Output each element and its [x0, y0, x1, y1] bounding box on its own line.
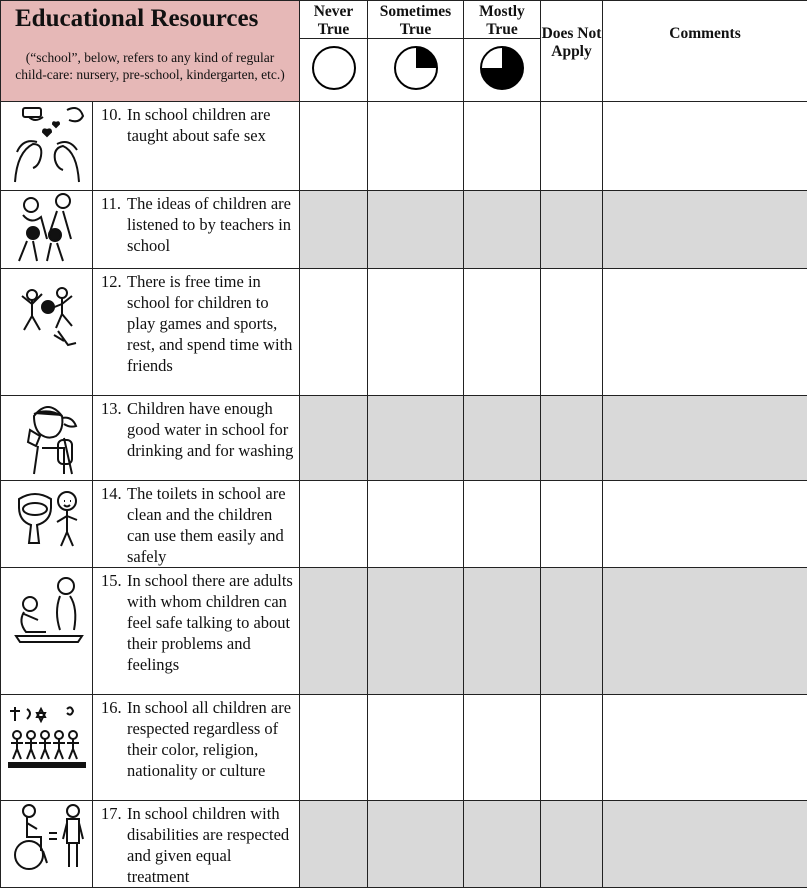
never-true-cell[interactable] [300, 191, 368, 269]
wheelchair-equal-icon [7, 801, 87, 873]
item-number: 17. [101, 803, 127, 887]
mostly-true-label: Mostly True [464, 1, 540, 39]
comments-cell[interactable] [603, 568, 807, 695]
girl-drinking-icon [12, 396, 82, 476]
section-title: Educational Resources [15, 5, 258, 33]
item-number: 13. [101, 398, 127, 461]
item-picture [1, 396, 93, 481]
never-true-cell[interactable] [300, 695, 368, 801]
mostly-true-cell[interactable] [464, 695, 541, 801]
item-text [93, 801, 300, 888]
comments-cell[interactable] [603, 102, 807, 191]
item-statement: In school children with disabilities are respected and given equal treatment [127, 803, 295, 887]
section-header [1, 1, 300, 102]
item-text [93, 695, 300, 801]
does-not-apply-cell[interactable] [541, 568, 603, 695]
playing-children-icon [12, 283, 82, 353]
does-not-apply-cell[interactable] [541, 695, 603, 801]
does-not-apply-cell[interactable] [541, 801, 603, 888]
comments-cell[interactable] [603, 191, 807, 269]
column-mostly-true [464, 1, 541, 102]
empty-circle-icon [311, 45, 357, 91]
sometimes-true-cell[interactable] [368, 481, 464, 568]
toilet-icon [9, 481, 85, 557]
item-statement: In school there are adults with whom children can feel safe talking to about their problems and feelings [127, 570, 295, 675]
never-true-cell[interactable] [300, 396, 368, 481]
teacher-children-icon [7, 191, 87, 265]
sometimes-true-label: Sometimes True [368, 1, 463, 39]
item-number: 15. [101, 570, 127, 675]
item-statement: The ideas of children are listened to by teachers in school [127, 193, 295, 256]
mostly-true-cell[interactable] [464, 568, 541, 695]
item-picture [1, 269, 93, 396]
question-row [1, 191, 807, 269]
never-true-label: Never True [300, 1, 367, 39]
never-true-cell[interactable] [300, 568, 368, 695]
mostly-true-cell[interactable] [464, 481, 541, 568]
three-quarter-circle-icon [479, 45, 525, 91]
item-text [93, 396, 300, 481]
item-number: 16. [101, 697, 127, 781]
item-picture [1, 568, 93, 695]
quarter-circle-icon [393, 45, 439, 91]
does-not-apply-cell[interactable] [541, 396, 603, 481]
item-number: 10. [101, 104, 127, 146]
item-text [93, 191, 300, 269]
item-text [93, 568, 300, 695]
diverse-children-icon [7, 703, 87, 773]
item-picture [1, 481, 93, 568]
comments-cell[interactable] [603, 269, 807, 396]
does-not-apply-cell[interactable] [541, 191, 603, 269]
column-never-true [300, 1, 368, 102]
does-not-apply-label: Does Not Apply [541, 25, 602, 61]
couple-icon [7, 102, 87, 186]
sometimes-true-cell[interactable] [368, 568, 464, 695]
item-statement: In school all children are respected regardless of their color, religion, nationality or culture [127, 697, 295, 781]
sometimes-true-cell[interactable] [368, 191, 464, 269]
comments-label: Comments [603, 25, 807, 43]
mostly-true-cell[interactable] [464, 191, 541, 269]
question-row [1, 695, 807, 801]
question-row [1, 481, 807, 568]
question-row [1, 801, 807, 888]
question-row [1, 568, 807, 695]
question-row [1, 269, 807, 396]
item-text [93, 481, 300, 568]
question-row [1, 396, 807, 481]
mostly-true-cell[interactable] [464, 801, 541, 888]
sometimes-true-cell[interactable] [368, 801, 464, 888]
does-not-apply-cell[interactable] [541, 481, 603, 568]
never-true-cell[interactable] [300, 102, 368, 191]
item-statement: The toilets in school are clean and the children can use them easily and safely [127, 483, 295, 567]
header-row [1, 1, 807, 102]
item-number: 11. [101, 193, 127, 256]
comments-cell[interactable] [603, 396, 807, 481]
item-text [93, 269, 300, 396]
mostly-true-cell[interactable] [464, 102, 541, 191]
does-not-apply-cell[interactable] [541, 269, 603, 396]
mostly-true-cell[interactable] [464, 269, 541, 396]
item-picture [1, 695, 93, 801]
adult-child-talk-icon [6, 574, 88, 646]
item-text [93, 102, 300, 191]
column-does-not-apply [541, 1, 603, 102]
item-picture [1, 801, 93, 888]
item-number: 14. [101, 483, 127, 567]
section-note: (“school”, below, refers to any kind of regular child-care: nursery, pre-school, kindergarten, etc.) [11, 49, 289, 83]
never-true-cell[interactable] [300, 801, 368, 888]
sometimes-true-cell[interactable] [368, 695, 464, 801]
mostly-true-cell[interactable] [464, 396, 541, 481]
item-number: 12. [101, 271, 127, 376]
column-sometimes-true [368, 1, 464, 102]
item-picture [1, 102, 93, 191]
item-picture [1, 191, 93, 269]
sometimes-true-cell[interactable] [368, 396, 464, 481]
comments-cell[interactable] [603, 695, 807, 801]
never-true-cell[interactable] [300, 269, 368, 396]
does-not-apply-cell[interactable] [541, 102, 603, 191]
item-statement: In school children are taught about safe sex [127, 104, 295, 146]
sometimes-true-cell[interactable] [368, 269, 464, 396]
comments-cell[interactable] [603, 801, 807, 888]
column-comments [603, 1, 807, 102]
sometimes-true-cell[interactable] [368, 102, 464, 191]
never-true-cell[interactable] [300, 481, 368, 568]
item-statement: Children have enough good water in school for drinking and for washing [127, 398, 295, 461]
question-row [1, 102, 807, 191]
item-statement: There is free time in school for children to play games and sports, rest, and spend time with friends [127, 271, 295, 376]
comments-cell[interactable] [603, 481, 807, 568]
